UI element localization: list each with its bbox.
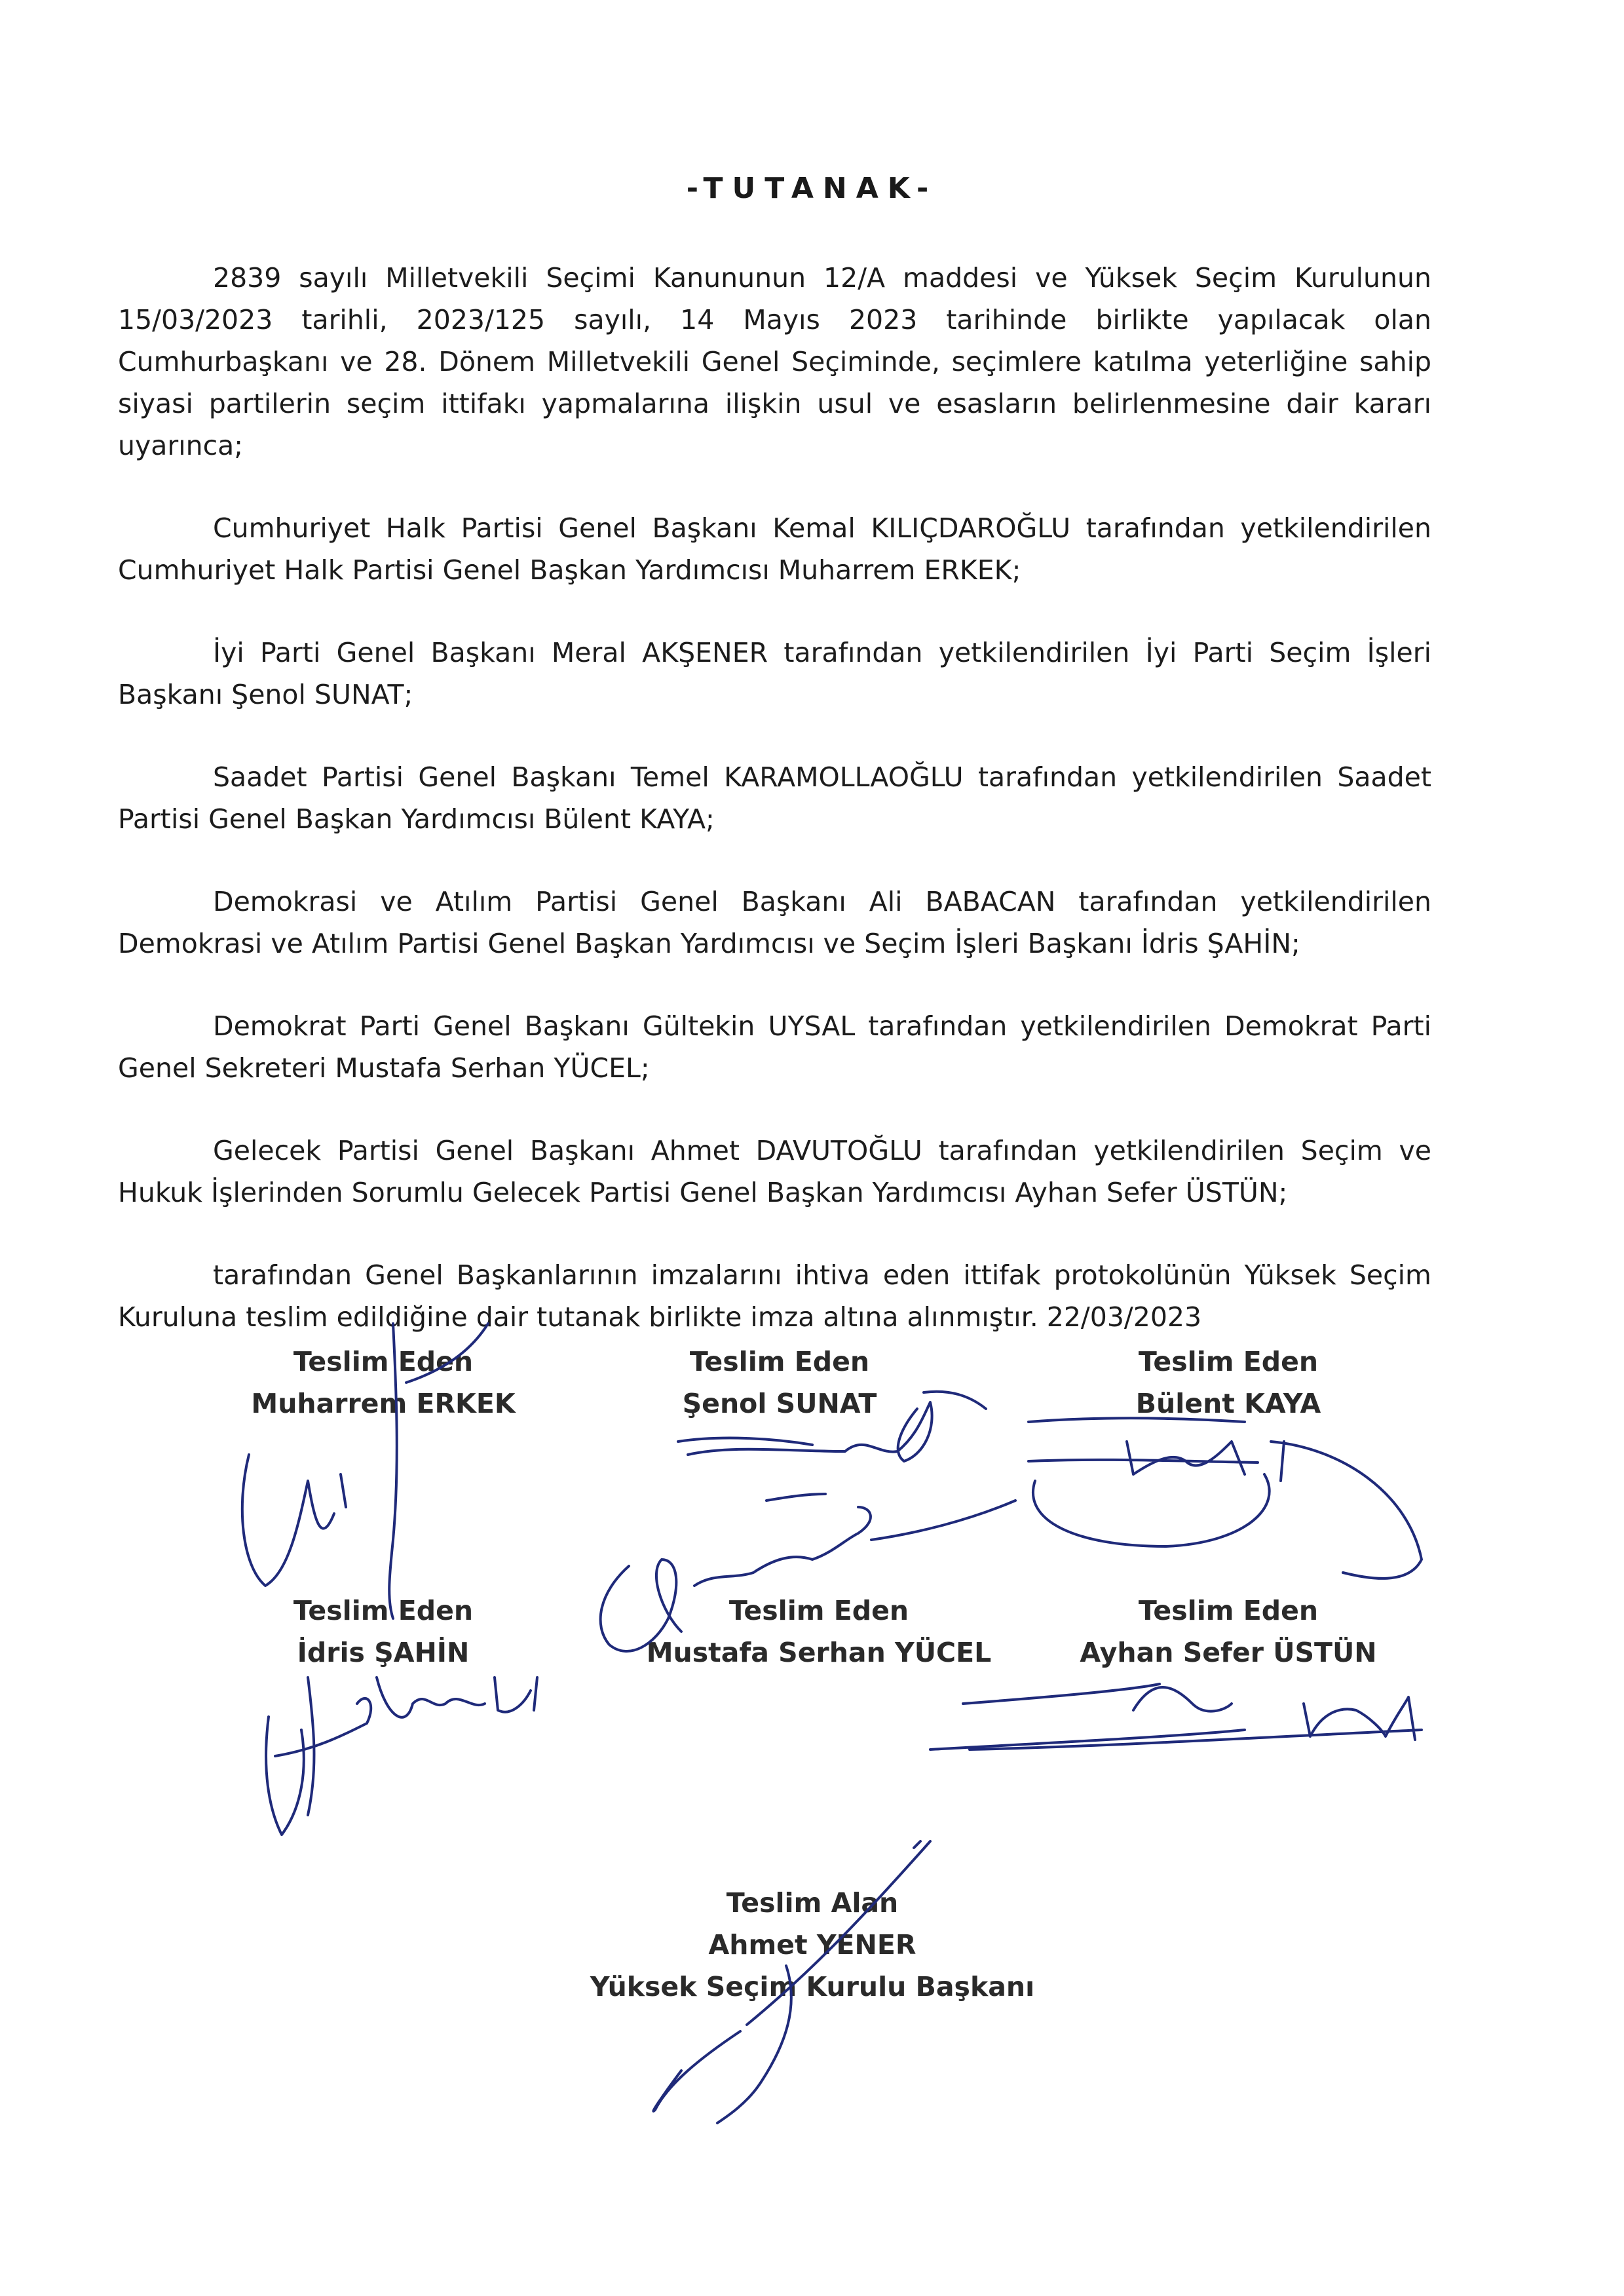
signatory-name: Mustafa Serhan YÜCEL (646, 1637, 992, 1668)
signature-ustun (930, 1684, 1422, 1750)
receiver-title: Yüksek Seçim Kurulu Başkanı (590, 1971, 1035, 2002)
signatory-name: İdris ŞAHİN (297, 1637, 470, 1668)
signature-kaya (1029, 1418, 1422, 1578)
signatory-role: Teslim Eden (1138, 1595, 1319, 1626)
signature-block-ustun (1032, 1590, 1425, 1674)
document-title: -TUTANAK- (686, 172, 938, 205)
paragraph-demokrat: Demokrat Parti Genel Başkanı Gültekin UYSAL tarafından yetkilendirilen Demokrat Parti Genel Sekreteri Mustafa Serhan YÜCEL; (118, 1010, 1431, 1084)
signatory-role: Teslim Eden (293, 1346, 474, 1377)
signatory-role: Teslim Eden (293, 1595, 474, 1626)
paragraph-closing: tarafından Genel Başkanlarının imzalarını ihtiva eden ittifak protokolünün Yüksek Seçim Kuruluna teslim edildiğine dair tutanak birlikte imza altına alınmıştır. 22/03/2023 (118, 1259, 1431, 1333)
signature-block-sahin (187, 1590, 580, 1674)
signatory-role: Teslim Eden (689, 1346, 870, 1377)
signature-block-sunat (583, 1341, 976, 1425)
signatory-name: Şenol SUNAT (682, 1388, 877, 1419)
signatory-name: Bülent KAYA (1135, 1388, 1321, 1419)
paragraph-saadet: Saadet Partisi Genel Başkanı Temel KARAMOLLAOĞLU tarafından yetkilendirilen Saadet Partisi Genel Başkan Yardımcısı Bülent KAYA; (118, 761, 1431, 835)
paragraph-iyi: İyi Parti Genel Başkanı Meral AKŞENER tarafından yetkilendirilen İyi Parti Seçim İşleri Başkanı Şenol SUNAT; (118, 637, 1431, 710)
paragraph-chp: Cumhuriyet Halk Partisi Genel Başkanı Kemal KILIÇDAROĞLU tarafından yetkilendirilen Cumhuriyet Halk Partisi Genel Başkan Yardımcısı Muharrem ERKEK; (118, 512, 1431, 586)
paragraph-gelecek: Gelecek Partisi Genel Başkanı Ahmet DAVUTOĞLU tarafından yetkilendirilen Seçim ve Hukuk İşlerinden Sorumlu Gelecek Partisi Genel Başkan Yardımcısı Ayhan Sefer ÜSTÜN; (118, 1135, 1431, 1208)
signature-block-kaya (1032, 1341, 1425, 1425)
signatory-name: Muharrem ERKEK (251, 1388, 516, 1419)
signatory-role: Teslim Eden (728, 1595, 909, 1626)
receiver-name: Ahmet YENER (708, 1929, 916, 1961)
receiver-role: Teslim Alan (726, 1887, 899, 1919)
signatory-role: Teslim Eden (1138, 1346, 1319, 1377)
signature-block-yener (485, 1882, 1140, 2008)
signature-sahin (266, 1677, 537, 1835)
signature-block-yucel (590, 1590, 1048, 1674)
signatory-name: Ayhan Sefer ÜSTÜN (1080, 1637, 1377, 1668)
paragraph-deva: Demokrasi ve Atılım Partisi Genel Başkanı Ali BABACAN tarafından yetkilendirilen Demokrasi ve Atılım Partisi Genel Başkan Yardımcısı ve Seçim İşleri Başkanı İdris ŞAHİN; (118, 886, 1431, 959)
paragraph-preamble: 2839 sayılı Milletvekili Seçimi Kanununun 12/A maddesi ve Yüksek Seçim Kurulunun 15/03/2023 tarihli, 2023/125 sayılı, 14 Mayıs 2023 tarihinde birlikte yapılacak olan Cumhurbaşkanı ve 28. Dönem Milletvekili Genel Seçiminde, seçimlere katılma yeterliğine sahip siyasi partilerin seçim ittifakı yapmalarına ilişkin usul ve esasların belirlenmesine dair kararı uyarınca; (118, 262, 1431, 461)
signature-block-erkek (187, 1341, 580, 1425)
document-body (118, 257, 1431, 1379)
